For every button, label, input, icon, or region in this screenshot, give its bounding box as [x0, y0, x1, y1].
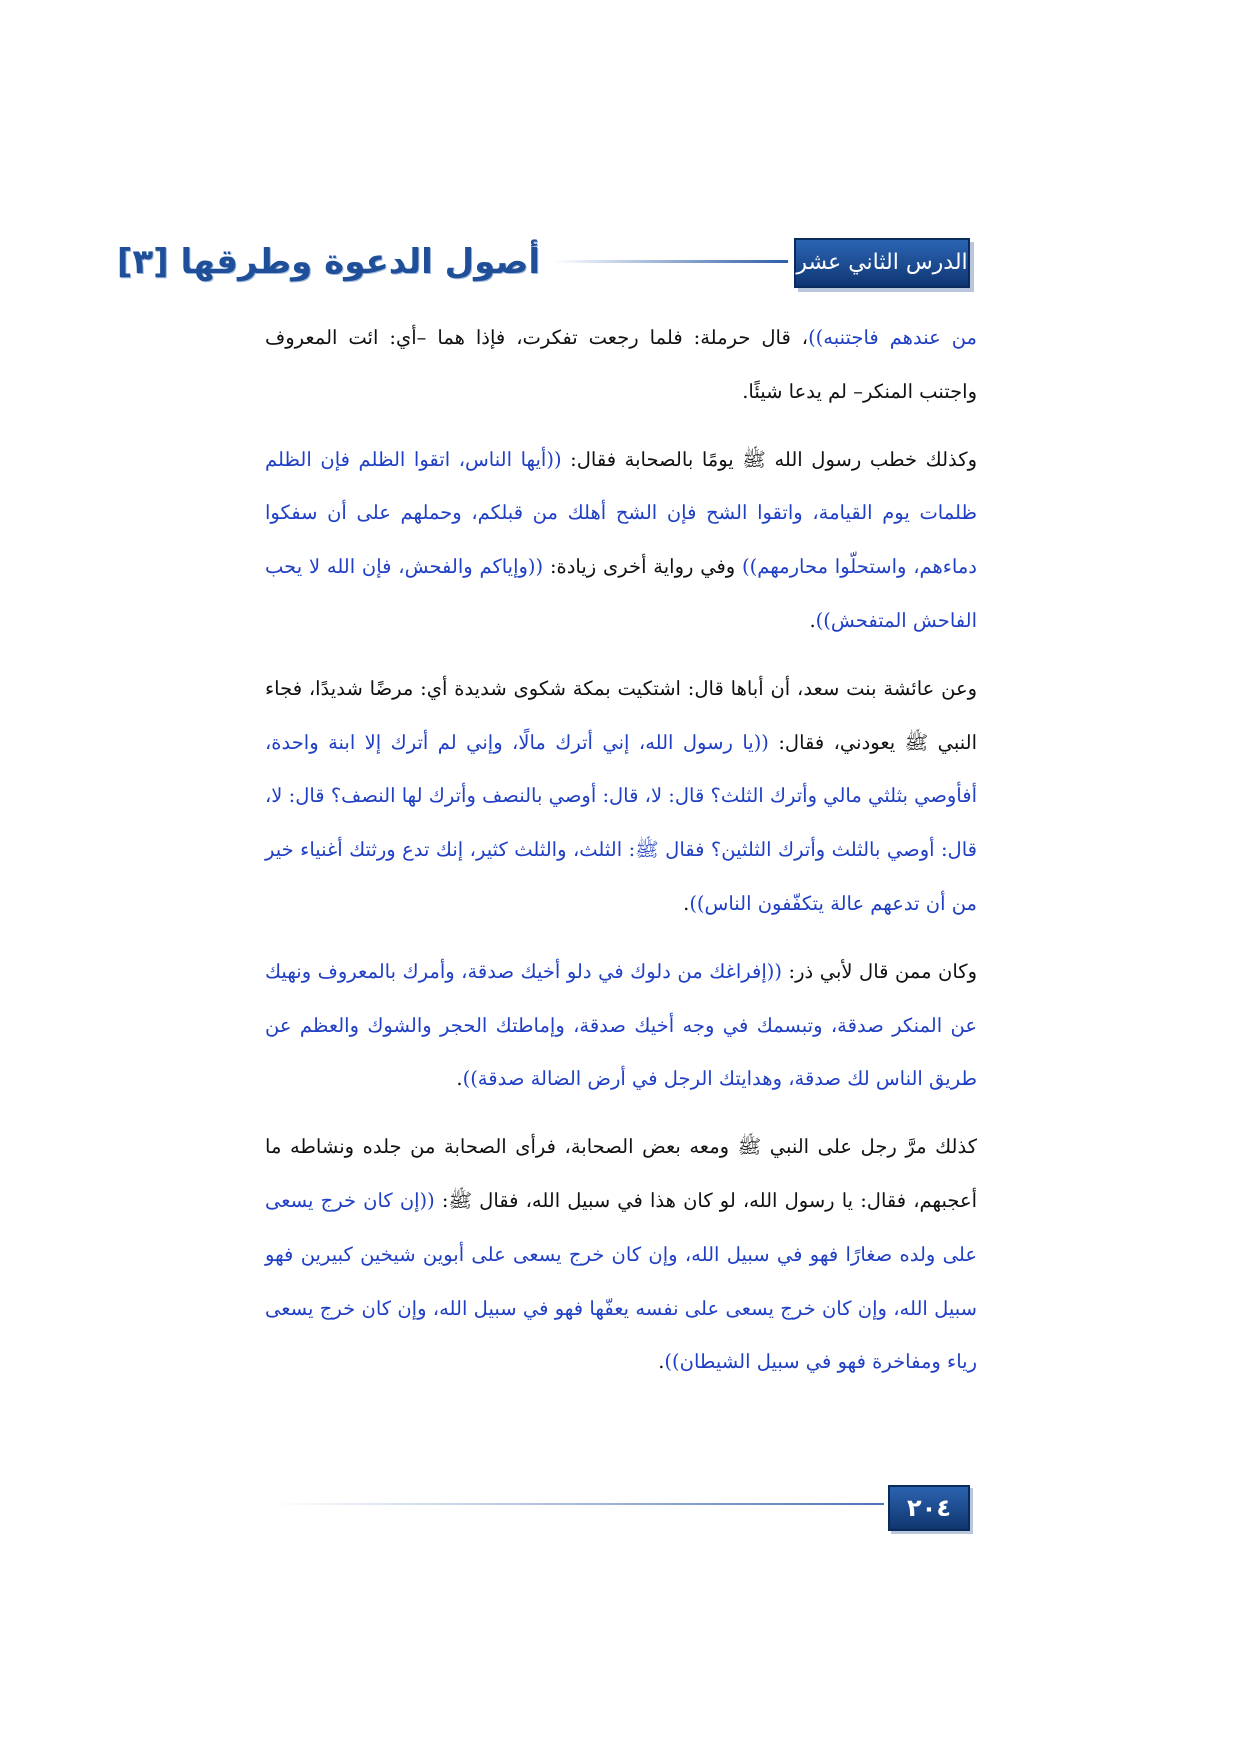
body-paragraph: [265, 433, 977, 648]
page-footer: [268, 1485, 972, 1535]
page-header: [116, 238, 972, 290]
body-text: وفي رواية أخرى زيادة:: [543, 555, 742, 579]
body-paragraph: [265, 311, 977, 419]
footer-divider-line: [272, 1503, 884, 1505]
quoted-text: ((إن كان خرج يسعى على ولده صغارًا فهو في سبيل الله، وإن كان خرج يسعى على أبوين شيخين كبيرين فهو سبيل الله، وإن كان خرج يسعى على نفسه يعفّها فهو في سبيل الله، وإن كان خرج يسعى رياء ومفاخرة فهو في سبيل الشيطان)): [265, 1188, 977, 1374]
quoted-text: ((يا رسول الله، إني أترك مالًا، وإني لم أترك إلا ابنة واحدة، أفأوصي بثلثي مالي وأترك الثلث؟ قال: لا، قال: أوصي بالنصف وأترك لها النصف؟ قال: لا، قال: أوصي بالثلث وأترك الثلثين؟ فقال ﷺ: الثلث، والثلث كثير، إنك تدع ورثتك أغنياء خير من أن تدعهم عالة يتكفّفون الناس)): [265, 730, 977, 915]
body-text: كذلك مرَّ رجل على النبي ﷺ ومعه بعض الصحابة، فرأى الصحابة من جلده ونشاطه ما أعجبهم، فقال: يا رسول الله، لو كان هذا في سبيل الله، فقال ﷺ:: [265, 1135, 977, 1212]
body-text: وكان ممن قال لأبي ذر:: [782, 959, 978, 983]
body-text: وكذلك خطب رسول الله ﷺ يومًا بالصحابة فقال:: [561, 447, 977, 471]
page-body: [265, 311, 977, 1403]
body-paragraph: [265, 1120, 977, 1389]
page-number-box: [888, 1485, 970, 1531]
body-text: .: [683, 891, 690, 915]
header-divider-line: [553, 260, 788, 263]
quoted-text: ((أيها الناس، اتقوا الظلم فإن الظلم ظلمات يوم القيامة، واتقوا الشح فإن الشح أهلك من قبلكم، وحملهم على أن سفكوا دماءهم، واستحلّوا محارمهم)): [265, 447, 977, 579]
body-paragraph: [265, 945, 977, 1106]
body-text: ، قال حرملة: فلما رجعت تفكرت، فإذا هما –أي: ائت المعروف واجتنب المنكر– لم يدعا شيئًا.: [265, 326, 977, 403]
quoted-text: ((وإياكم والفحش، فإن الله لا يحب الفاحش المتفحش)): [265, 555, 977, 632]
page-number: ٢٠٤: [907, 1494, 951, 1522]
quoted-text: ((إفراغك من دلوك في دلو أخيك صدقة، وأمرك بالمعروف ونهيك عن المنكر صدقة، وتبسمك في وجه أخيك صدقة، وإماطتك الحجر والشوك والعظم عن طريق الناس لك صدقة، وهدايتك الرجل في أرض الضالة صدقة)): [265, 959, 977, 1091]
body-text: .: [658, 1350, 665, 1374]
book-title: أصول الدعوة وطرقها [٣]: [116, 242, 540, 282]
body-text: .: [456, 1067, 463, 1091]
body-text: وعن عائشة بنت سعد، أن أباها قال: اشتكيت بمكة شكوى شديدة أي: مرضًا شديدًا، فجاء النبي ﷺ يعودني، فقال:: [265, 676, 977, 754]
lesson-title: الدرس الثاني عشر: [796, 250, 968, 275]
body-paragraph: [265, 662, 977, 931]
quoted-text: من عندهم فاجتنبه)): [808, 326, 977, 349]
lesson-title-box: [794, 238, 970, 288]
body-text: .: [809, 608, 816, 632]
